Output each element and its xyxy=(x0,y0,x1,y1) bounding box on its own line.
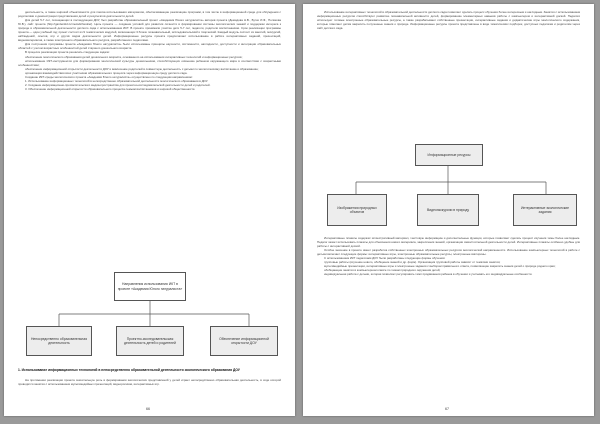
page-number: 67 xyxy=(445,407,449,411)
paragraph: Создание ИКТ-среды экологического проекта «Академия Юного натуралиста» осуществлено по следующим направлениям: xyxy=(25,74,193,79)
list-item: 3. Обеспечение информационной открытости образовательного процесса семьям воспитанников и широкой общественности. xyxy=(25,86,196,91)
list-item: мультимедийные презентации, интерактивные игры и электронные задания с выбором правильного ответа, позволяющие закрепить знания детей о природе родного края; xyxy=(324,264,556,269)
diagram-child-box: Проектно-исследовательская деятельность детей и родителей xyxy=(116,326,184,356)
paragraph: деятельность, а также широкой объективности для поиска использования материалов, обеспечивающие реализацию программ, в том числе в информационной среде для обсуждения с родителями и демонстрации представления детей и результатов деятельности детей. xyxy=(18,10,281,19)
list-item: организация взаимодействия всех участников образовательного процесса через информационную среду детского сада. xyxy=(25,70,188,75)
diagram-top-box: Направления использования ИКТ в проекте «Академия Юного натуралиста» xyxy=(114,272,186,301)
right-page xyxy=(303,4,594,416)
diagram-child-box: Видеоэкскурсии в природу xyxy=(417,194,479,226)
paragraph: С использованием ИКТ педагогами ДОУ были разработаны следующие формы обучения: xyxy=(324,256,446,261)
paragraph: Интерактивные плакаты содержат иллюстративный материал, текстовую информацию и дополнительные функции, которые позволяют сделать процесс изучения темы более наглядным. Педагог может использовать плакаты для объяснения нового материала, закрепления знаний, организации самостоятельной деятельности детей. Интерактивные плакаты особенно удобны для работы с интерактивной доской. xyxy=(317,236,580,249)
list-item: индивидуальная работа с детьми, которая позволяет регулировать темп продвижения ребенка в обучении и учитывать его индивидуальные особенности. xyxy=(324,272,533,277)
section-title: 1. Использование информационных технологий в непосредственно образовательной деятельности экологического образования ДОУ xyxy=(18,368,240,372)
list-item: групповые работы (изучение нового, обобщение знаний и др. форм). Организация групповой работы зависит от тематики занятия; xyxy=(324,260,501,265)
diagram-child-box: Изображения природных объектов xyxy=(327,194,387,226)
page-number: 66 xyxy=(146,407,150,411)
paragraph: Для построения программы проекта «Академия Юного натуралиста» были использованы принципы научности, системности, наглядности, доступности и интеграции образовательных областей с учетом возрастных особенностей детей старшего дошкольного возраста. xyxy=(18,42,281,51)
paragraph: Для детей 5-7 лет, посещающих в последующем ДОУ, был разработан образовательный проект «Академия Юного натуралиста» авторов проекта (Демидова Н.В., Бутко И.Ф., Полякова Ю.В.), сайт проекта (http://gardenkid.ru/metodicheskie/). Цель проекта — создание условий для развития личности в формировании системы экологических знаний и поддержки интереса к природе в образовательной деятельности детского сада с использованием ИКТ. В проекте принимали участие дети 5-7 лет, педагоги, родители воспитанников. Срок реализации программы проекта — один учебный год; проект состоит из 9 тематических модулей, включающих 3 блока: познавательный, исследовательский и творческий. Каждый модуль состоит из занятий, экскурсий, наблюдений, опытов, игр и других видов деятельности детей. Информационные ресурсы проекта предполагают использование в работе интерактивных заданий, презентаций, видеоматериалов, а также электронного образовательного ресурса, разработанного педагогами. xyxy=(18,18,281,43)
list-item: 1. Использование информационных технологий в непосредственно образовательной деятельности экологического образования в ДОУ. xyxy=(25,78,208,83)
left-page xyxy=(4,4,295,416)
list-item: использование ИКТ-инструментов для формирования экологической культуры дошкольников, способствующих освоению ребенком окружающего мира в соответствии с возрастными особенностями; xyxy=(18,58,281,67)
diagram-child-box: Обеспечение информационной открытости ДОУ xyxy=(210,326,278,356)
list-item: обеспечение информационной открытости деятельности ДОУ и вовлечение родителей в совместную деятельность с детьми по экологическому воспитанию и образованию; xyxy=(25,66,259,71)
list-item: обобщающие занятия в компьютерном классе по темам природного окружения детей; xyxy=(324,268,441,273)
paragraph: В процессе реализации проекта решались следующие задачи: xyxy=(25,50,110,55)
paragraph: Использование интерактивных технологий в образовательной деятельности детского сада позволяет сделать процесс обучения более интересным и наглядным. Занятия с использованием информационных ресурсов способствуют развитию познавательной активности детей, формированию элементарных навыков работы с компьютером и интерактивной доской. Педагоги используют готовые электронные образовательные ресурсы, а также разрабатывают собственные презентации, интерактивные задания и дидактические игры экологического содержания, которые помогают детям закрепить полученные знания о природе. Информационные ресурсы проекта представлены в виде тематических подборок, доступных педагогам и родителям через сайт детского сада. xyxy=(317,10,580,31)
diagram-top-box: Информационные ресурсы xyxy=(415,144,483,166)
left-bottom-text xyxy=(18,378,281,386)
diagram-child-box: Интерактивные экологические задания xyxy=(513,194,577,226)
list-item: обеспечение экологического образования детей дошкольного возраста, основанного на использовании интерактивных технологий и информационных ресурсов; xyxy=(25,54,243,59)
paragraph: На протяжении реализации проекта значительную роль в формировании экологических представлений у детей играет непосредственно образовательная деятельность, в ходе которой проводятся занятия с использованием мультимедийных презентаций, видеороликов, интерактивных игр. xyxy=(18,378,281,387)
right-bottom-text xyxy=(317,236,580,276)
paragraph: Особое значение в проекте имеет разработка собственных электронных образовательных ресурсов экологической направленности. Использование компьютерных технологий в работе с детьми включает следующие формы: интерактивные игры, электронные образовательные ресурсы, электронные викторины. xyxy=(317,248,580,257)
diagram-child-box: Непосредственно образовательная деятельность xyxy=(26,326,92,356)
list-item: 2. Создание информационно-просветительского медиа-пространства для проектно-исследовательской деятельности детей и родителей. xyxy=(25,82,211,87)
